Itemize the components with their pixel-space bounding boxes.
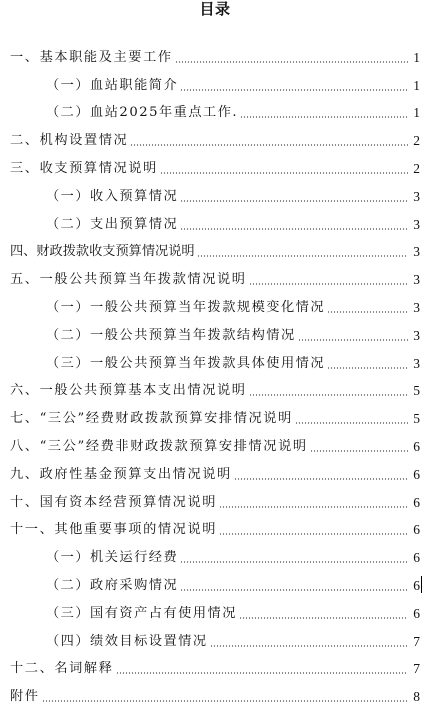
dot-leader	[210, 645, 408, 647]
toc-entry-page: 1	[413, 105, 420, 121]
toc-entry-label: 十一、其他重要事项的情况说明	[10, 522, 218, 538]
toc-entry-label: 一、基本职能及主要工作	[10, 49, 173, 65]
toc-entry-label: （一）收入预算情况	[46, 188, 179, 204]
toc-entry-page: 5	[413, 383, 420, 399]
toc-entry-page: 7	[413, 633, 420, 649]
toc-entry-page: 1	[413, 49, 420, 65]
toc-entry-label: （二）政府采购情况	[46, 578, 179, 594]
toc-entry-page: 5	[413, 411, 420, 427]
toc-entry-page: 3	[413, 355, 420, 371]
toc-entry[interactable]	[0, 572, 430, 600]
toc-entry-label: 七、“三公”经费财政拨款预算安排情况说明	[10, 411, 293, 427]
toc-entry-page: 3	[413, 300, 420, 316]
dot-leader	[219, 506, 408, 508]
toc-entry-label: （二）支出预算情况	[46, 216, 179, 232]
dot-leader	[295, 422, 408, 424]
toc-entry[interactable]	[0, 155, 430, 183]
toc-entry-page: 6	[413, 466, 420, 482]
dot-leader	[249, 394, 408, 396]
toc-entry-page: 6	[413, 578, 420, 594]
toc-entry[interactable]	[0, 628, 430, 656]
toc-entry[interactable]	[0, 405, 430, 433]
toc-entry-label: 十二、名词解释	[10, 661, 114, 677]
toc-entry-page: 6	[413, 605, 420, 621]
dot-leader	[249, 283, 408, 285]
toc-entry-label: 八、“三公”经费非财政拨款预算安排情况说明	[10, 439, 308, 455]
toc-entry-label: （二）血站2025年重点工作.	[46, 105, 239, 121]
toc-entry-page: 6	[413, 439, 420, 455]
dot-leader	[298, 339, 408, 341]
toc-entry[interactable]	[0, 433, 430, 461]
toc-entry-page: 6	[413, 522, 420, 538]
toc-entry-label: （一）机关运行经费	[46, 550, 179, 566]
toc-entry-label: （四）绩效目标设置情况	[46, 633, 208, 649]
toc-entry-page: 3	[413, 327, 420, 343]
dot-leader	[240, 116, 408, 118]
toc-entry[interactable]	[0, 100, 430, 128]
toc-entry-label: （三）一般公共预算当年拨款具体使用情况	[46, 355, 326, 371]
dot-leader	[180, 228, 408, 230]
toc-entry-label: （三）国有资产占有使用情况	[46, 605, 237, 621]
dot-leader	[180, 200, 408, 202]
toc-entry-label: 五、一般公共预算当年拨款情况说明	[10, 272, 247, 288]
toc-entry-label: 三、收支预算情况说明	[10, 161, 158, 177]
text-cursor	[421, 576, 422, 593]
dot-leader	[219, 533, 408, 535]
toc-entry-label: （二）一般公共预算当年拨款结构情况	[46, 327, 296, 343]
dot-leader	[180, 589, 408, 591]
dot-leader	[180, 561, 408, 563]
toc-entry[interactable]	[0, 44, 430, 72]
toc-entry-page: 1	[413, 77, 420, 93]
toc-entry-page: 3	[413, 216, 420, 232]
toc-entry-label: 四、财政拨款收支预算情况说明	[10, 244, 195, 260]
dot-leader	[42, 700, 408, 702]
dot-leader	[234, 478, 408, 480]
dot-leader	[327, 367, 408, 369]
dot-leader	[239, 617, 408, 619]
toc-entry[interactable]	[0, 211, 430, 239]
toc-entry-label: 十、国有资本经营预算情况说明	[10, 494, 218, 510]
toc-entry[interactable]	[0, 544, 430, 572]
dot-leader	[327, 311, 408, 313]
toc-entry-label: 附件	[10, 689, 40, 705]
toc-entry[interactable]	[0, 266, 430, 294]
toc-entry[interactable]	[0, 489, 430, 517]
toc-entry[interactable]	[0, 683, 430, 711]
toc-entry-page: 7	[413, 661, 420, 677]
toc-entry[interactable]	[0, 656, 430, 684]
dot-leader	[160, 172, 408, 174]
toc-entry-page: 8	[413, 689, 420, 705]
toc-entry-label: （一）血站职能简介	[46, 77, 179, 93]
toc-entry-label: 六、一般公共预算基本支出情况说明	[10, 383, 247, 399]
toc-entry-label: 二、机构设置情况	[10, 133, 129, 149]
toc-entry[interactable]	[0, 322, 430, 350]
toc-entry[interactable]	[0, 72, 430, 100]
dot-leader	[130, 144, 408, 146]
toc-entry-page: 2	[413, 133, 420, 149]
toc-entry[interactable]	[0, 183, 430, 211]
toc-entry[interactable]	[0, 517, 430, 545]
toc-entry-page: 3	[413, 244, 420, 260]
toc-entry[interactable]	[0, 600, 430, 628]
toc-entry-page: 3	[413, 188, 420, 204]
dot-leader	[175, 61, 408, 63]
toc-entry[interactable]	[0, 239, 430, 267]
toc-entry[interactable]	[0, 378, 430, 406]
toc-entry-label: （一）一般公共预算当年拨款规模变化情况	[46, 300, 326, 316]
toc-title: 目录	[199, 0, 231, 18]
toc-list	[0, 44, 430, 711]
toc-entry[interactable]	[0, 294, 430, 322]
toc-entry-page: 2	[413, 161, 420, 177]
toc-entry-page: 3	[413, 272, 420, 288]
toc-entry[interactable]	[0, 350, 430, 378]
toc-entry[interactable]	[0, 127, 430, 155]
dot-leader	[116, 672, 408, 674]
toc-entry-page: 6	[413, 550, 420, 566]
toc-entry-label: 九、政府性基金预算支出情况说明	[10, 466, 232, 482]
dot-leader	[310, 450, 408, 452]
dot-leader	[197, 255, 408, 257]
toc-entry[interactable]	[0, 461, 430, 489]
dot-leader	[180, 89, 408, 91]
toc-entry-page: 6	[413, 494, 420, 510]
